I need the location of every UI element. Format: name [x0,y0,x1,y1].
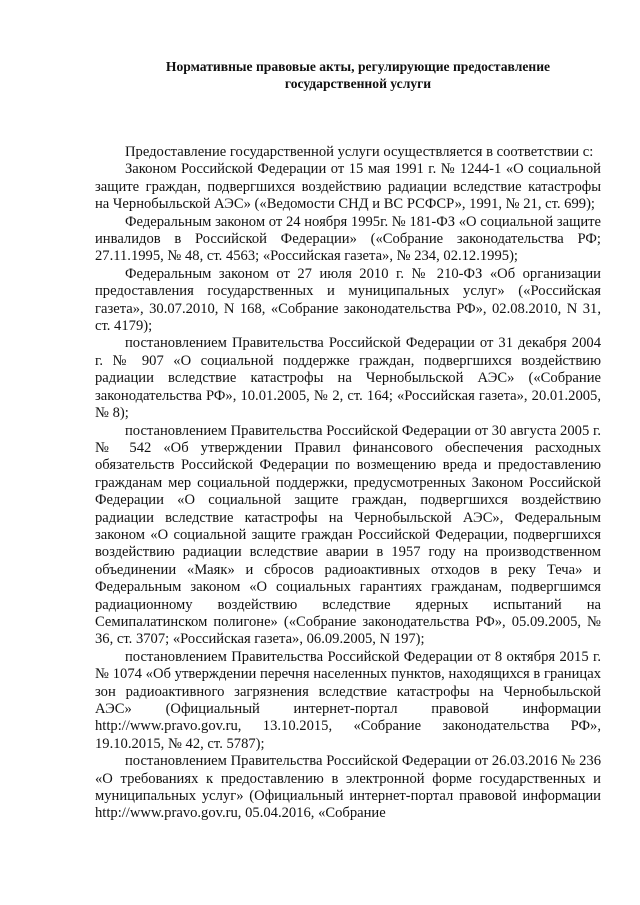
title-line-1: Нормативные правовые акты, регулирующие предоставление [165,59,551,74]
resolution-paragraph-2005: постановлением Правительства Российской Федерации от 30 августа 2005 г. № 542 «Об утверждении Правил финансового обеспечения расходных обязательств Российской Федерации по возмещению вреда и предоставлению гражданам мер социальной поддержки, предусмотренных Законом Российской Федерации «О социальной защите граждан, подвергшихся воздействию радиации вследствие катастрофы на Чернобыльской АЭС», Федеральным законом «О социальной защите граждан Российской Федерации, подвергшихся воздействию радиации вследствие аварии в 1957 году на производственном объединении «Маяк» и сбросов радиоактивных отходов в реку Теча» и Федеральным законом «О социальных гарантиях гражданам, подвергшимся радиационному воздействию вследствие ядерных испытаний на Семипалатинском полигоне» («Собрание законодательства РФ», 05.09.2005, № 36, ст. 3707; «Российская газета», 06.09.2005, N 197); [95,422,601,648]
document-page [95,58,601,823]
intro-paragraph: Предоставление государственной услуги осуществляется в соответствии с: [125,144,594,160]
resolution-paragraph-2016: постановлением Правительства Российской Федерации от 26.03.2016 № 236 «О требованиях к предоставлению в электронной форме государственных и муниципальных услуг» (Официальный интернет-портал правовой информации http://www.pravo.gov.ru, 05.04.2016, «Собрание [95,753,601,822]
resolution-paragraph-2004: постановлением Правительства Российской Федерации от 31 декабря 2004 г. № 907 «О социальной поддержке граждан, подвергшихся воздействию радиации вследствие катастрофы на Чернобыльской АЭС» («Собрание законодательства РФ», 10.01.2005, № 2, ст. 164; «Российская газета», 20.01.2005, № 8); [95,335,601,422]
law-paragraph-2010: Федеральным законом от 27 июля 2010 г. № 210-ФЗ «Об организации предоставления государственных и муниципальных услуг» («Российская газета», 30.07.2010, N 168, «Собрание законодательства РФ», 02.08.2010, N 31, ст. 4179); [95,265,601,335]
law-paragraph-1991: Законом Российской Федерации от 15 мая 1991 г. № 1244-1 «О социальной защите граждан, подвергшихся воздействию радиации вследствие катастрофы на Чернобыльской АЭС» («Ведомости СНД и ВС РСФСР», 1991, № 21, ст. 699); [95,161,601,213]
resolution-paragraph-2015: постановлением Правительства Российской Федерации от 8 октября 2015 г. № 1074 «Об утверждении перечня населенных пунктов, находящихся в границах зон радиоактивного загрязнения вследствие катастрофы на Чернобыльской АЭС» (Официальный интернет-портал правовой информации http://www.pravo.gov.ru, 13.10.2015, «Собрание законодательства РФ», 19.10.2015, № 42, ст. 5787); [95,648,601,752]
title-line-2: государственной услуги [284,76,432,91]
law-paragraph-1995: Федеральным законом от 24 ноября 1995г. № 181-ФЗ «О социальной защите инвалидов в Российской Федерации» («Собрание законодательства РФ; 27.11.1995, № 48, ст. 4563; «Российская газета», № 234, 02.12.1995); [95,213,601,265]
document-title [95,58,601,92]
